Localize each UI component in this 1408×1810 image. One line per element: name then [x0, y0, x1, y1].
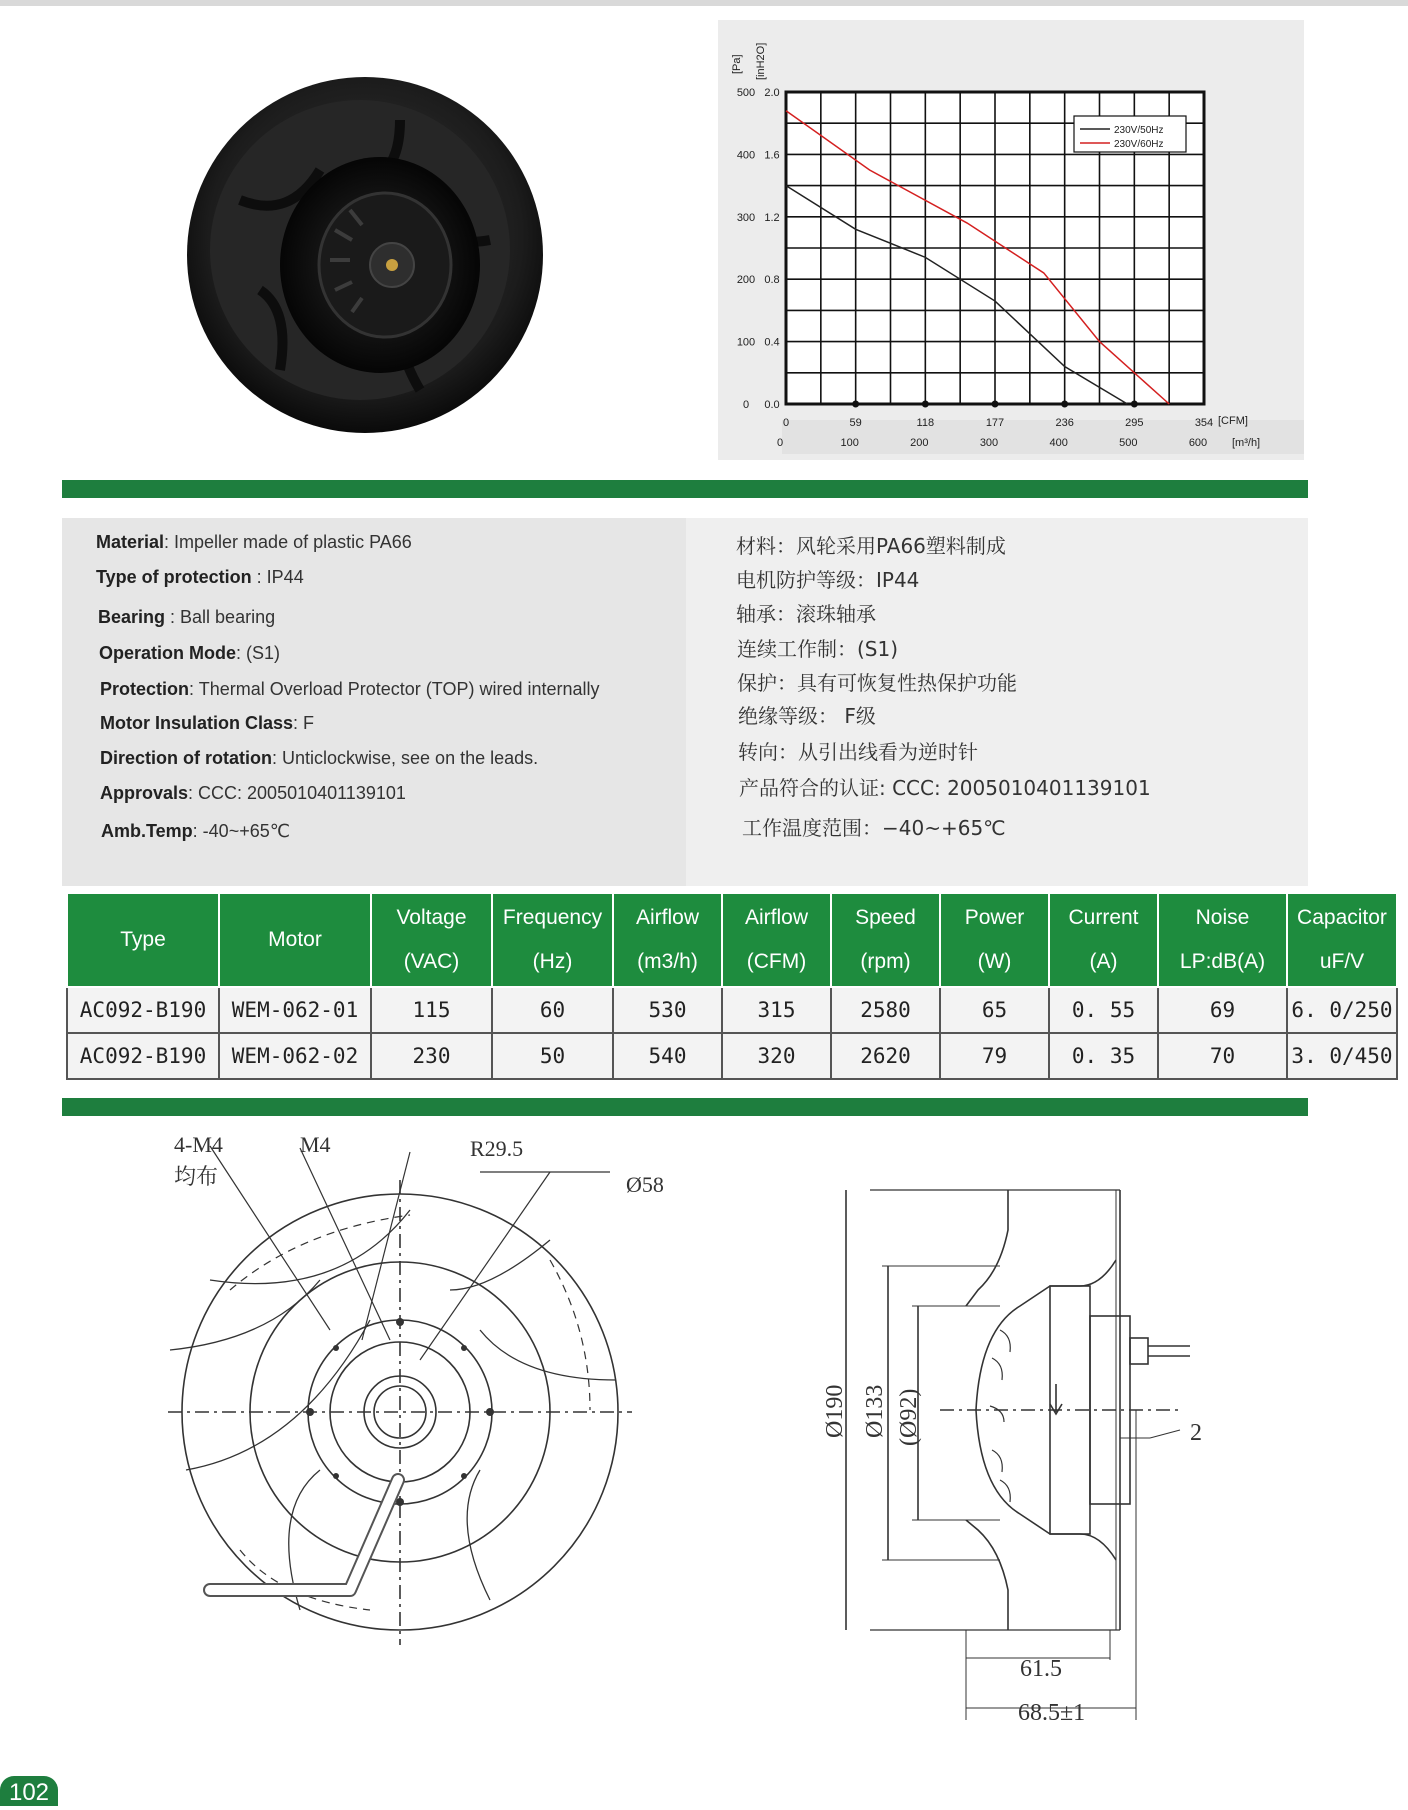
spec-cn-bearing: 轴承：滚珠轴承: [736, 602, 876, 626]
table-row: [67, 1033, 1397, 1079]
spec-cn-protection: 保护：具有可恢复性热保护功能: [737, 671, 1017, 695]
label-r29-5: R29.5: [470, 1136, 524, 1161]
chart-xtick-m3h: 600: [1188, 437, 1208, 449]
cell-motor: WEM-062-02: [219, 1033, 371, 1079]
chart-ytick-inh2o: 0.8: [764, 274, 780, 287]
spec-panel: [62, 518, 1308, 886]
col-header-current: Current (A): [1049, 893, 1158, 987]
cell-current: 0. 35: [1049, 1033, 1158, 1079]
page-number: 102: [0, 1776, 58, 1806]
front-view-drawing: [150, 1130, 670, 1650]
spec-approvals: Approvals: CCC: 2005010401139101: [100, 783, 406, 803]
section-divider-bottom: [62, 1098, 1308, 1116]
spec-cn-material: 材料：风轮采用PA66塑料制成: [736, 534, 1006, 558]
chart-xunit-m3h: [m³/h]: [1232, 437, 1261, 449]
label-4-m4: 4-M4: [174, 1132, 223, 1157]
cell-voltage: 230: [371, 1033, 492, 1079]
col-header-airflow-cfm: Airflow (CFM): [722, 893, 831, 987]
spec-cn-protection-type: 电机防护等级：IP44: [736, 568, 920, 592]
spec-protection: Protection: Thermal Overload Protector (TOP) wired internally: [100, 679, 600, 699]
chart-xtick-cfm: 59: [849, 417, 862, 429]
col-header-voltage: Voltage (VAC): [371, 893, 492, 987]
col-header-power: Power (W): [940, 893, 1049, 987]
label-depth-68-5: 68.5±1: [1018, 1700, 1086, 1726]
cell-frequency: 60: [492, 987, 613, 1033]
cell-airflow-cfm: 315: [722, 987, 831, 1033]
chart-ytick-inh2o: 0.0: [764, 399, 780, 411]
spec-operation-mode: Operation Mode: (S1): [99, 643, 281, 663]
col-header-motor: Motor: [219, 893, 371, 987]
cell-type: AC092-B190: [67, 987, 219, 1033]
chart-xtick-cfm: 118: [916, 417, 935, 429]
cell-frequency: 50: [492, 1033, 613, 1079]
col-header-airflow-m3h: Airflow (m3/h): [613, 893, 722, 987]
cell-noise: 70: [1158, 1033, 1287, 1079]
chart-xtick-cfm: 0: [782, 417, 790, 429]
chart-xtick-cfm: 236: [1055, 417, 1074, 429]
cell-type: AC092-B190: [67, 1033, 219, 1079]
chart-ytick-pa: 200: [736, 274, 756, 287]
chart-ylabel-pa: [Pa]: [731, 54, 743, 74]
fan-product-photo: [170, 50, 560, 450]
label-m4: M4: [300, 1132, 331, 1157]
label-dia92: (Ø92): [896, 1388, 922, 1446]
spec-cn-insulation: 绝缘等级： F级: [738, 704, 876, 728]
chart-xunit-cfm: [CFM]: [1218, 415, 1248, 427]
chart-legend-label: 230V/50Hz: [1114, 125, 1164, 136]
label-gap-2: 2: [1190, 1420, 1202, 1446]
chart-xtick-cfm: 295: [1125, 417, 1144, 429]
spec-protection-type: Type of protection : IP44: [96, 567, 304, 587]
chart-xtick-marker: [992, 401, 999, 408]
cell-power: 79: [940, 1033, 1049, 1079]
cell-noise: 69: [1158, 987, 1287, 1033]
cell-speed: 2580: [831, 987, 940, 1033]
chart-xtick-m3h: 300: [979, 437, 999, 449]
spec-cn-approvals: 产品符合的认证: CCC: 2005010401139101: [739, 776, 1151, 800]
spec-amb-temp: Amb.Temp: -40~+65℃: [101, 821, 290, 841]
col-header-capacitor: Capacitor uF/V: [1287, 893, 1397, 987]
spec-cn-operation-mode: 连续工作制：(S1): [737, 637, 899, 661]
chart-xtick-cfm: 354: [1194, 417, 1214, 429]
chart-ylabel-inh2o: [inH2O]: [755, 42, 767, 80]
cell-airflow-m3h: 540: [613, 1033, 722, 1079]
chart-xtick-m3h: 100: [840, 437, 859, 449]
spec-rotation: Direction of rotation: Unticlockwise, see on the leads.: [100, 748, 539, 768]
chart-xtick-m3h: 200: [910, 437, 929, 449]
chart-legend-label: 230V/60Hz: [1114, 139, 1164, 150]
cell-speed: 2620: [831, 1033, 940, 1079]
cell-current: 0. 55: [1049, 987, 1158, 1033]
cell-capacitor: 6. 0/250: [1287, 987, 1397, 1033]
spec-insulation-class: Motor Insulation Class: F: [100, 713, 315, 733]
chart-ytick-pa: 400: [736, 149, 756, 162]
chart-xtick-marker: [922, 401, 929, 408]
chart-ytick-pa: 0: [742, 399, 750, 411]
chart-ytick-pa: 100: [736, 336, 756, 349]
chart-xtick-cfm: 177: [985, 417, 1005, 429]
cell-voltage: 115: [371, 987, 492, 1033]
chart-xtick-m3h: 500: [1119, 437, 1138, 449]
chart-xtick-marker: [1131, 401, 1138, 408]
col-header-speed: Speed (rpm): [831, 893, 940, 987]
chart-ytick-pa: 500: [736, 87, 756, 99]
cell-airflow-cfm: 320: [722, 1033, 831, 1079]
col-header-type: Type: [67, 893, 219, 987]
chart-ytick-inh2o: 2.0: [764, 87, 780, 99]
chart-ytick-inh2o: 1.2: [764, 211, 780, 224]
chart-xtick-marker: [852, 401, 859, 408]
table-row: [67, 987, 1397, 1033]
cell-power: 65: [940, 987, 1049, 1033]
chart-ytick-inh2o: 0.4: [764, 336, 780, 349]
spec-cn-rotation: 转向：从引出线看为逆时针: [738, 740, 978, 764]
label-dia58: Ø58: [626, 1172, 664, 1197]
performance-chart: [718, 20, 1304, 460]
cell-capacitor: 3. 0/450: [1287, 1033, 1397, 1079]
cell-airflow-m3h: 530: [613, 987, 722, 1033]
chart-xtick-marker: [1061, 401, 1068, 408]
col-header-noise: Noise LP:dB(A): [1158, 893, 1287, 987]
model-spec-table: [66, 892, 1398, 1080]
label-evenly-distributed: 均布: [174, 1165, 219, 1190]
chart-xtick-m3h: 400: [1049, 437, 1068, 449]
table-header-row: [67, 893, 1397, 987]
label-dia190: Ø190: [822, 1384, 848, 1438]
cell-motor: WEM-062-01: [219, 987, 371, 1033]
top-divider: [0, 0, 1408, 6]
spec-cn-temp: 工作温度范围：−40~+65℃: [742, 816, 1006, 840]
label-depth-61-5: 61.5: [1020, 1656, 1062, 1682]
chart-ytick-inh2o: 1.6: [764, 149, 780, 162]
spec-bearing: Bearing : Ball bearing: [98, 607, 276, 627]
chart-xtick-m3h: 0: [776, 437, 784, 449]
spec-material: Material: Impeller made of plastic PA66: [96, 532, 412, 552]
label-dia133: Ø133: [862, 1384, 888, 1438]
chart-ytick-pa: 300: [736, 211, 756, 224]
col-header-frequency: Frequency (Hz): [492, 893, 613, 987]
section-divider-top: [62, 480, 1308, 498]
